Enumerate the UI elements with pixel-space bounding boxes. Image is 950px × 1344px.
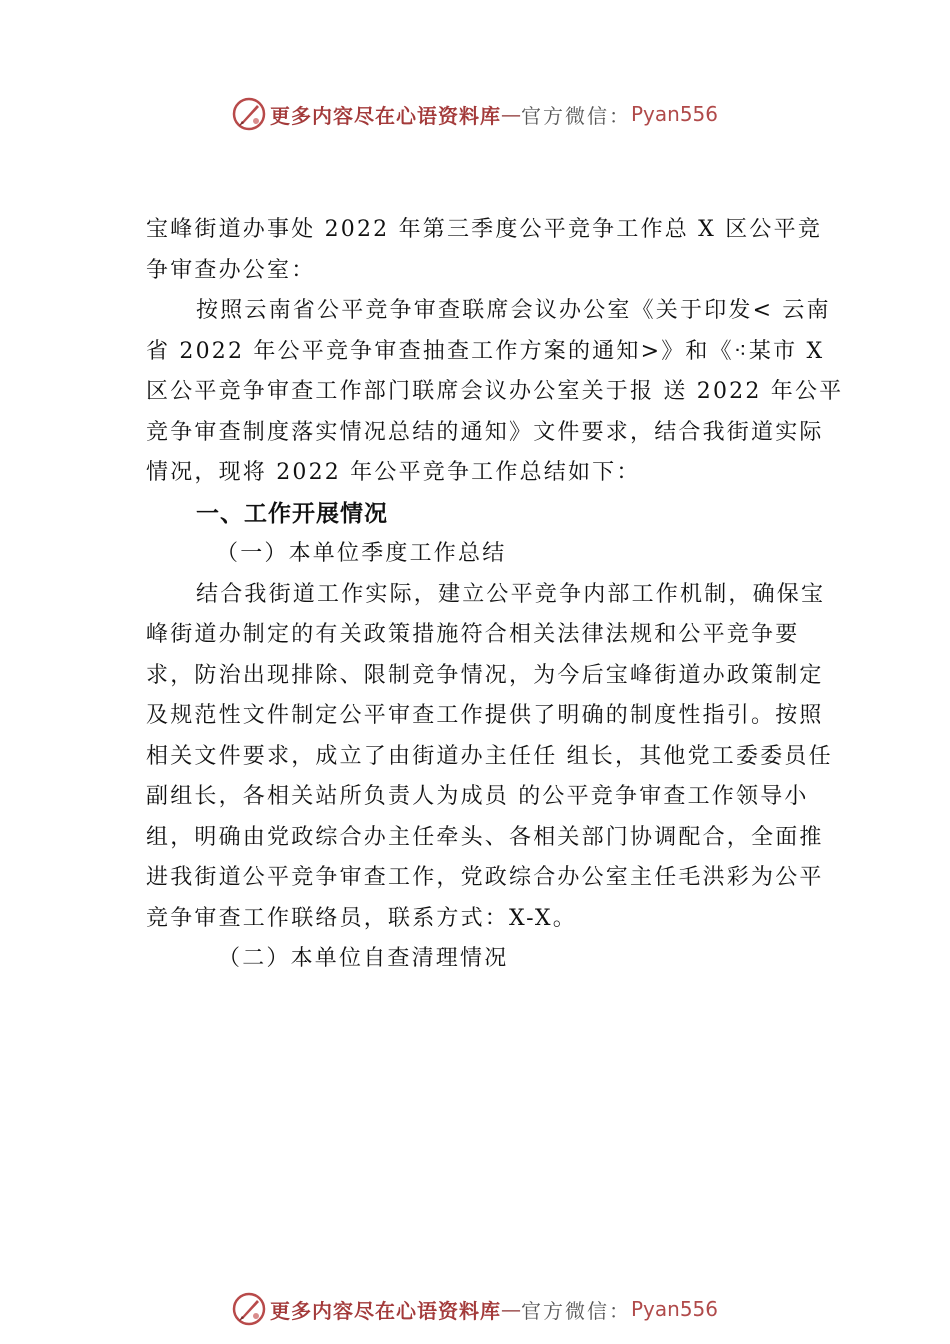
subsection-1-body: 结合我街道工作实际，建立公平竞争内部工作机制，确保宝峰街道办制定的有关政策措施符合相关法律法规和公平竞争要求，防治出现排除、限制竞争情况，为今后宝峰街道办政策制定及规范性文件制定公平审查工作提供了明确的制度性指引。按照相关文件要求，成立了由街道办主任任 组长，其他党工委委员任副组长，各相关站所负责人为成员 的公平竞争审查工作领导小组，明确由党政综合办主任牵头、各相关部门协调配合，全面推进我街道公平竞争审查工作，党政综合办公室主任毛洪彩为公平竞争审查工作联络员，联系方式：X-X。 [146,581,833,931]
intro-paragraph: 按照云南省公平竞争审查联席会议办公室《关于印发< 云南省 2022 年公平竞争审查抽查工作方案的通知>》和《⁖某市 X 区公平竞争审查工作部门联席会议办公室关于报 送 2022 年公平竞争审查制度落实情况总结的通知》文件要求，结合我街道实际情况，现将 2022 年公平竞争工作总结如下： [146,298,844,485]
header-banner [0,92,950,136]
banner-title: 更多内容尽在心语资料库 [269,103,501,128]
quill-pen-circle-icon [232,1292,266,1326]
document-title: 宝峰街道办事处 2022 年第三季度公平竞争工作总 X 区公平竞争审查办公室： [146,217,823,283]
footer-banner-label: 官方微信： [520,1298,631,1323]
subsection-heading-1: （一）本单位季度工作总结 [216,541,507,566]
section-heading-1: 一、工作开展情况 [196,500,388,527]
banner-separator: — [500,102,521,126]
quill-pen-circle-icon [232,97,266,131]
banner-wechat-id: Pyan556 [630,102,718,126]
subsection-heading-2: （二）本单位自查清理情况 [218,946,509,971]
document-body [146,210,846,980]
footer-banner-separator: — [500,1297,521,1321]
footer-banner [0,1287,950,1331]
footer-banner-wechat-id: Pyan556 [630,1297,718,1321]
footer-banner-title: 更多内容尽在心语资料库 [269,1298,501,1323]
banner-label: 官方微信： [520,103,631,128]
